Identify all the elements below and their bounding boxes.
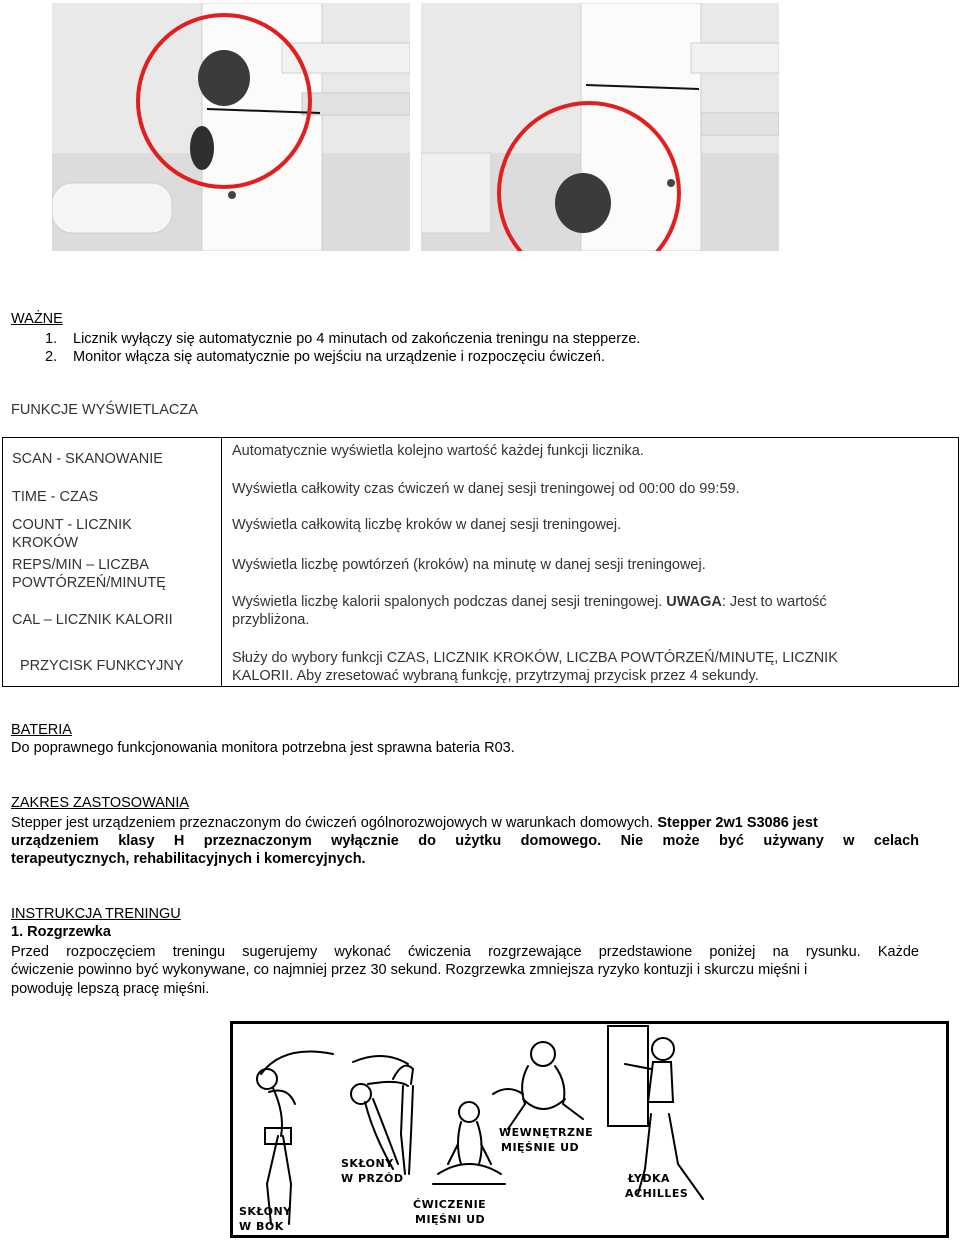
function-name: REPS/MIN – LICZBA [12,557,149,573]
caption-side-bend-l1: SKŁONY [239,1205,292,1218]
scope-title: ZAKRES ZASTOSOWANIA [11,795,190,811]
function-name: COUNT - LICZNIK [12,517,132,533]
function-names-cell [3,438,222,687]
training-line: ćwiczenie powinno być wykonywane, co najmniej przez 30 sekund. Rozgrzewka zmniejsza ryzyko kontuzji i skurczu mięśni i [11,962,808,978]
functions-table [2,437,959,687]
training-subtitle: 1. Rozgrzewka [11,924,111,940]
photo-knob-upper [52,3,410,251]
function-desc: Służy do wybory funkcji CZAS, LICZNIK KROKÓW, LICZBA POWTÓRZEŃ/MINUTĘ, LICZNIK [232,650,838,666]
caption-forward-bend-l2: W PRZÓD [341,1172,404,1185]
function-name: POWTÓRZEŃ/MINUTĘ [12,575,166,591]
scope-line1: Stepper jest urządzeniem przeznaczonym do ćwiczeń ogólnorozwojowych w warunkach domowych. Stepper 2w1 S3086 jest [11,815,818,831]
function-name: KROKÓW [12,535,79,551]
battery-text: Do poprawnego funkcjonowania monitora potrzebna jest sprawna bateria R03. [11,740,515,756]
caption-thigh-l2: MIĘŚNI UD [415,1213,486,1226]
list-item: 1. Licznik wyłączy się automatycznie po 4 minutach od zakończenia treningu na stepperze. [45,331,641,347]
function-desc: Wyświetla całkowitą liczbę kroków w danej sesji treningowej. [232,517,622,533]
scope-line3: terapeutycznych, rehabilitacyjnych i komercyjnych. [11,851,366,867]
warmup-illustration [230,1021,949,1238]
function-desc: Wyświetla całkowity czas ćwiczeń w danej sesji treningowej od 00:00 do 99:59. [232,481,740,497]
caption-calf-l2: ACHILLES [625,1187,689,1200]
function-desc: Wyświetla liczbę powtórzeń (kroków) na minutę w danej sesji treningowej. [232,557,706,573]
training-line: Przed rozpoczęciem treningu sugerujemy wykonać ćwiczenia rozgrzewające przedstawione poniżej na rysunku. Każde [11,944,919,960]
exercise-figures [233,1024,946,1235]
function-desc: Automatycznie wyświetla kolejno wartość każdej funkcji licznika. [232,443,644,459]
scope-line2: urządzeniem klasy H przeznaczonym wyłącznie do użytku domowego. Nie może być używany w celach [11,833,919,849]
caption-calf-l1: ŁYDKA [628,1172,670,1185]
battery-title: BATERIA [11,722,72,738]
caption-inner-thigh-l1: WEWNĘTRZNE [499,1126,594,1139]
function-name: CAL – LICZNIK KALORII [12,612,173,628]
important-list [11,330,640,366]
function-desc: przybliżona. [232,612,310,628]
stepper-photo-left [52,3,410,251]
training-line: powoduję lepszą pracę mięśni. [11,981,210,997]
caption-thigh-l1: ĆWICZENIE [413,1198,487,1211]
function-desc: KALORII. Aby zresetować wybraną funkcję, przytrzymaj przycisk przez 4 sekundy. [232,668,759,684]
photo-knob-lower [421,3,779,251]
caption-inner-thigh-l2: MIĘŚNIE UD [501,1141,580,1154]
seated-stretch-figure [433,1102,505,1184]
function-desc: Wyświetla liczbę kalorii spalonych podczas danej sesji treningowej. UWAGA: Jest to wartość [232,594,827,610]
training-title: INSTRUKCJA TRENINGU [11,906,181,922]
caption-forward-bend-l1: SKŁONY [341,1157,394,1170]
function-name: SCAN - SKANOWANIE [12,451,163,467]
caption-side-bend-l2: W BOK [239,1220,284,1233]
list-item: 2. Monitor włącza się automatycznie po wejściu na urządzenie i rozpoczęciu ćwiczeń. [45,349,605,365]
function-desc-cell [222,438,959,687]
functions-title: FUNKCJE WYŚWIETLACZA [11,402,198,418]
function-name: TIME - CZAS [12,489,99,505]
important-title: WAŻNE [11,311,63,327]
function-name: PRZYCISK FUNKCYJNY [20,658,184,674]
inner-thigh-stretch-figure [493,1042,583,1129]
side-bend-figure [257,1052,333,1225]
stepper-photo-right [421,3,779,251]
